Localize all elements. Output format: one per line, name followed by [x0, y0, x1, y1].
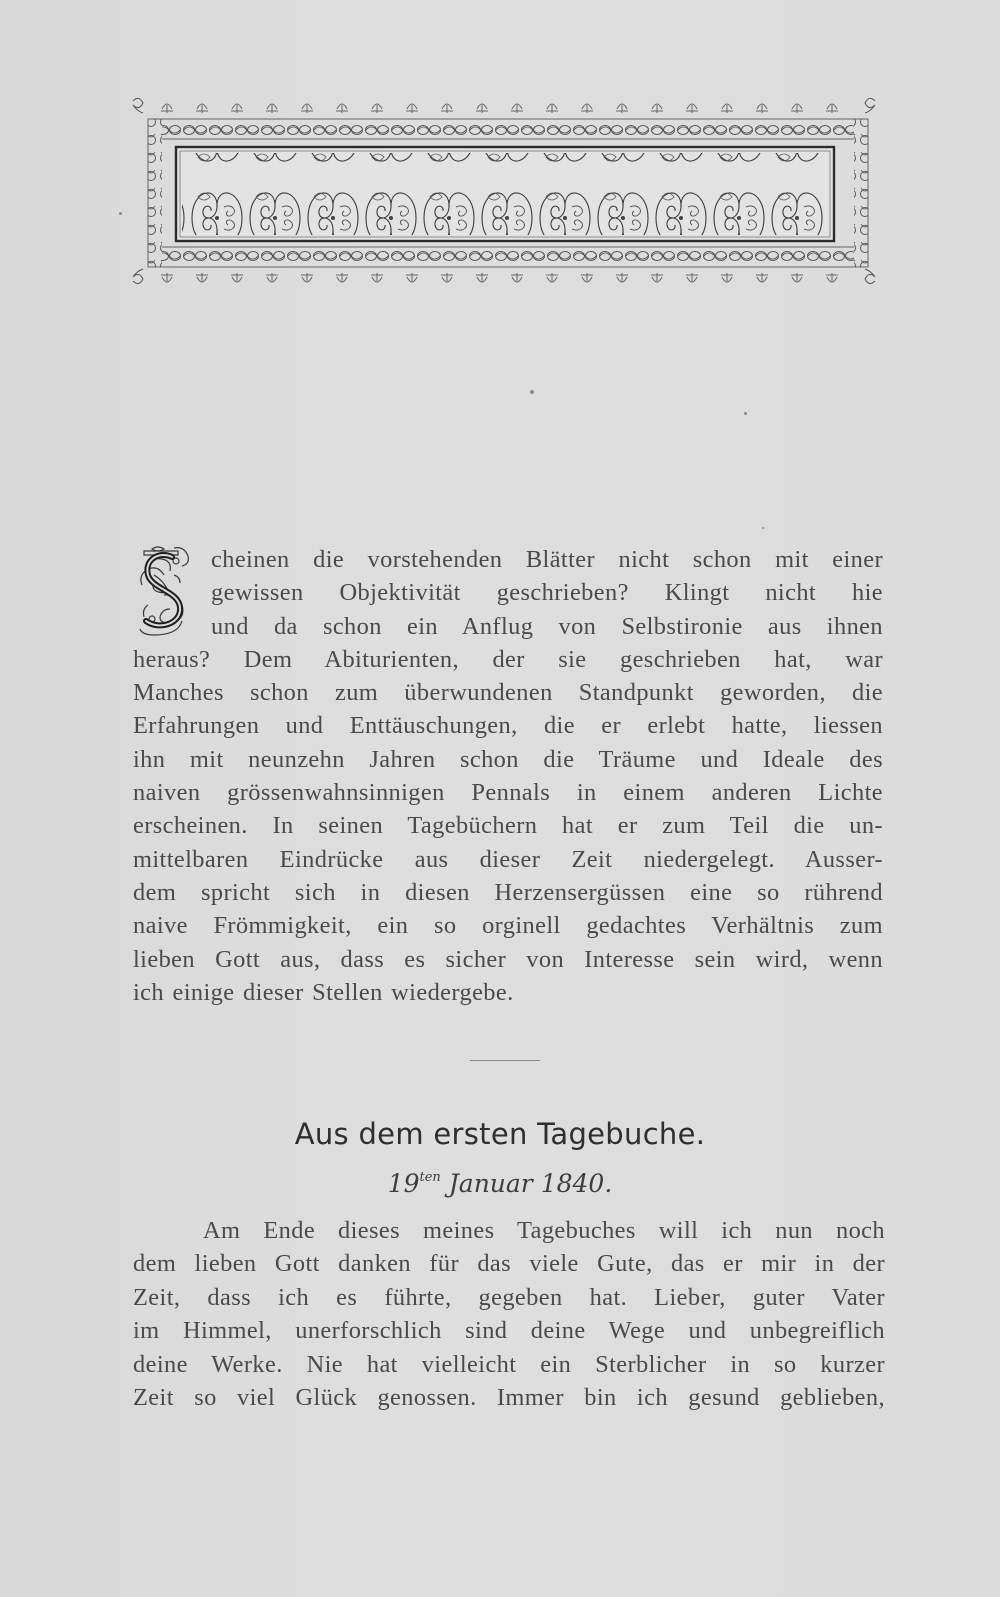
intro-line: mittelbaren Eindrücke aus dieser Zeit niedergelegt. Ausser- [133, 845, 883, 873]
intro-line: naive Frömmigkeit, ein so orginell gedachtes Verhältnis zum [133, 912, 883, 940]
diary-line: Zeit, dass ich es führte, gegeben hat. Lieber, guter Vater [133, 1283, 885, 1311]
intro-line: lieben Gott aus, dass es sicher von Interesse sein wird, wenn [133, 945, 883, 973]
intro-line: naiven grössenwahnsinnigen Pennals in einem anderen Lichte [133, 779, 883, 807]
section-divider [470, 1060, 540, 1061]
intro-line: erscheinen. In seinen Tagebüchern hat er zum Teil die un- [133, 812, 883, 840]
section-title: Aus dem ersten Tagebuche. [294, 1117, 706, 1151]
intro-line: heraus? Dem Abiturienten, der sie geschrieben hat, war [133, 645, 883, 673]
entry-date-day: 19 [387, 1169, 420, 1198]
entry-date [0, 1169, 1000, 1198]
intro-line: ich einige dieser Stellen wiedergebe. [133, 978, 514, 1006]
diary-line: deine Werke. Nie hat vielleicht ein Sterblicher in so kurzer [133, 1350, 885, 1378]
intro-line: Manches schon zum überwundenen Standpunkt geworden, die [133, 679, 883, 707]
intro-line: ihn mit neunzehn Jahren schon die Träume und Ideale des [133, 745, 883, 773]
intro-line: gewissen Objektivität geschrieben? Klingt nicht hie [211, 579, 883, 607]
diary-line: dem lieben Gott danken für das viele Gute, das er mir in der [133, 1250, 885, 1278]
scan-speck [744, 412, 747, 415]
scan-speck [762, 527, 764, 529]
diary-paragraph [133, 1214, 885, 1414]
entry-date-rest: Januar 1840. [448, 1169, 613, 1198]
diary-line: im Himmel, unerforschlich sind deine Wege und unbegreiflich [133, 1317, 885, 1345]
diary-line: Am Ende dieses meines Tagebuches will ich nun noch [203, 1217, 885, 1244]
intro-paragraph [133, 543, 883, 1009]
intro-line: dem spricht sich in diesen Herzensergüssen eine so rührend [133, 878, 883, 906]
intro-line: und da schon ein Anflug von Selbstironie aus ihnen [211, 612, 883, 640]
scan-speck [530, 390, 534, 394]
entry-date-day-suffix: ten [419, 1170, 441, 1185]
intro-line: Erfahrungen und Enttäuschungen, die er erlebt hatte, liessen [133, 712, 883, 740]
ornamental-headpiece [130, 95, 885, 290]
scan-speck [119, 212, 122, 215]
intro-line: cheinen die vorstehenden Blätter nicht schon mit einer [211, 546, 883, 573]
diary-line: Zeit so viel Glück genossen. Immer bin ich gesund geblieben, [133, 1384, 885, 1412]
